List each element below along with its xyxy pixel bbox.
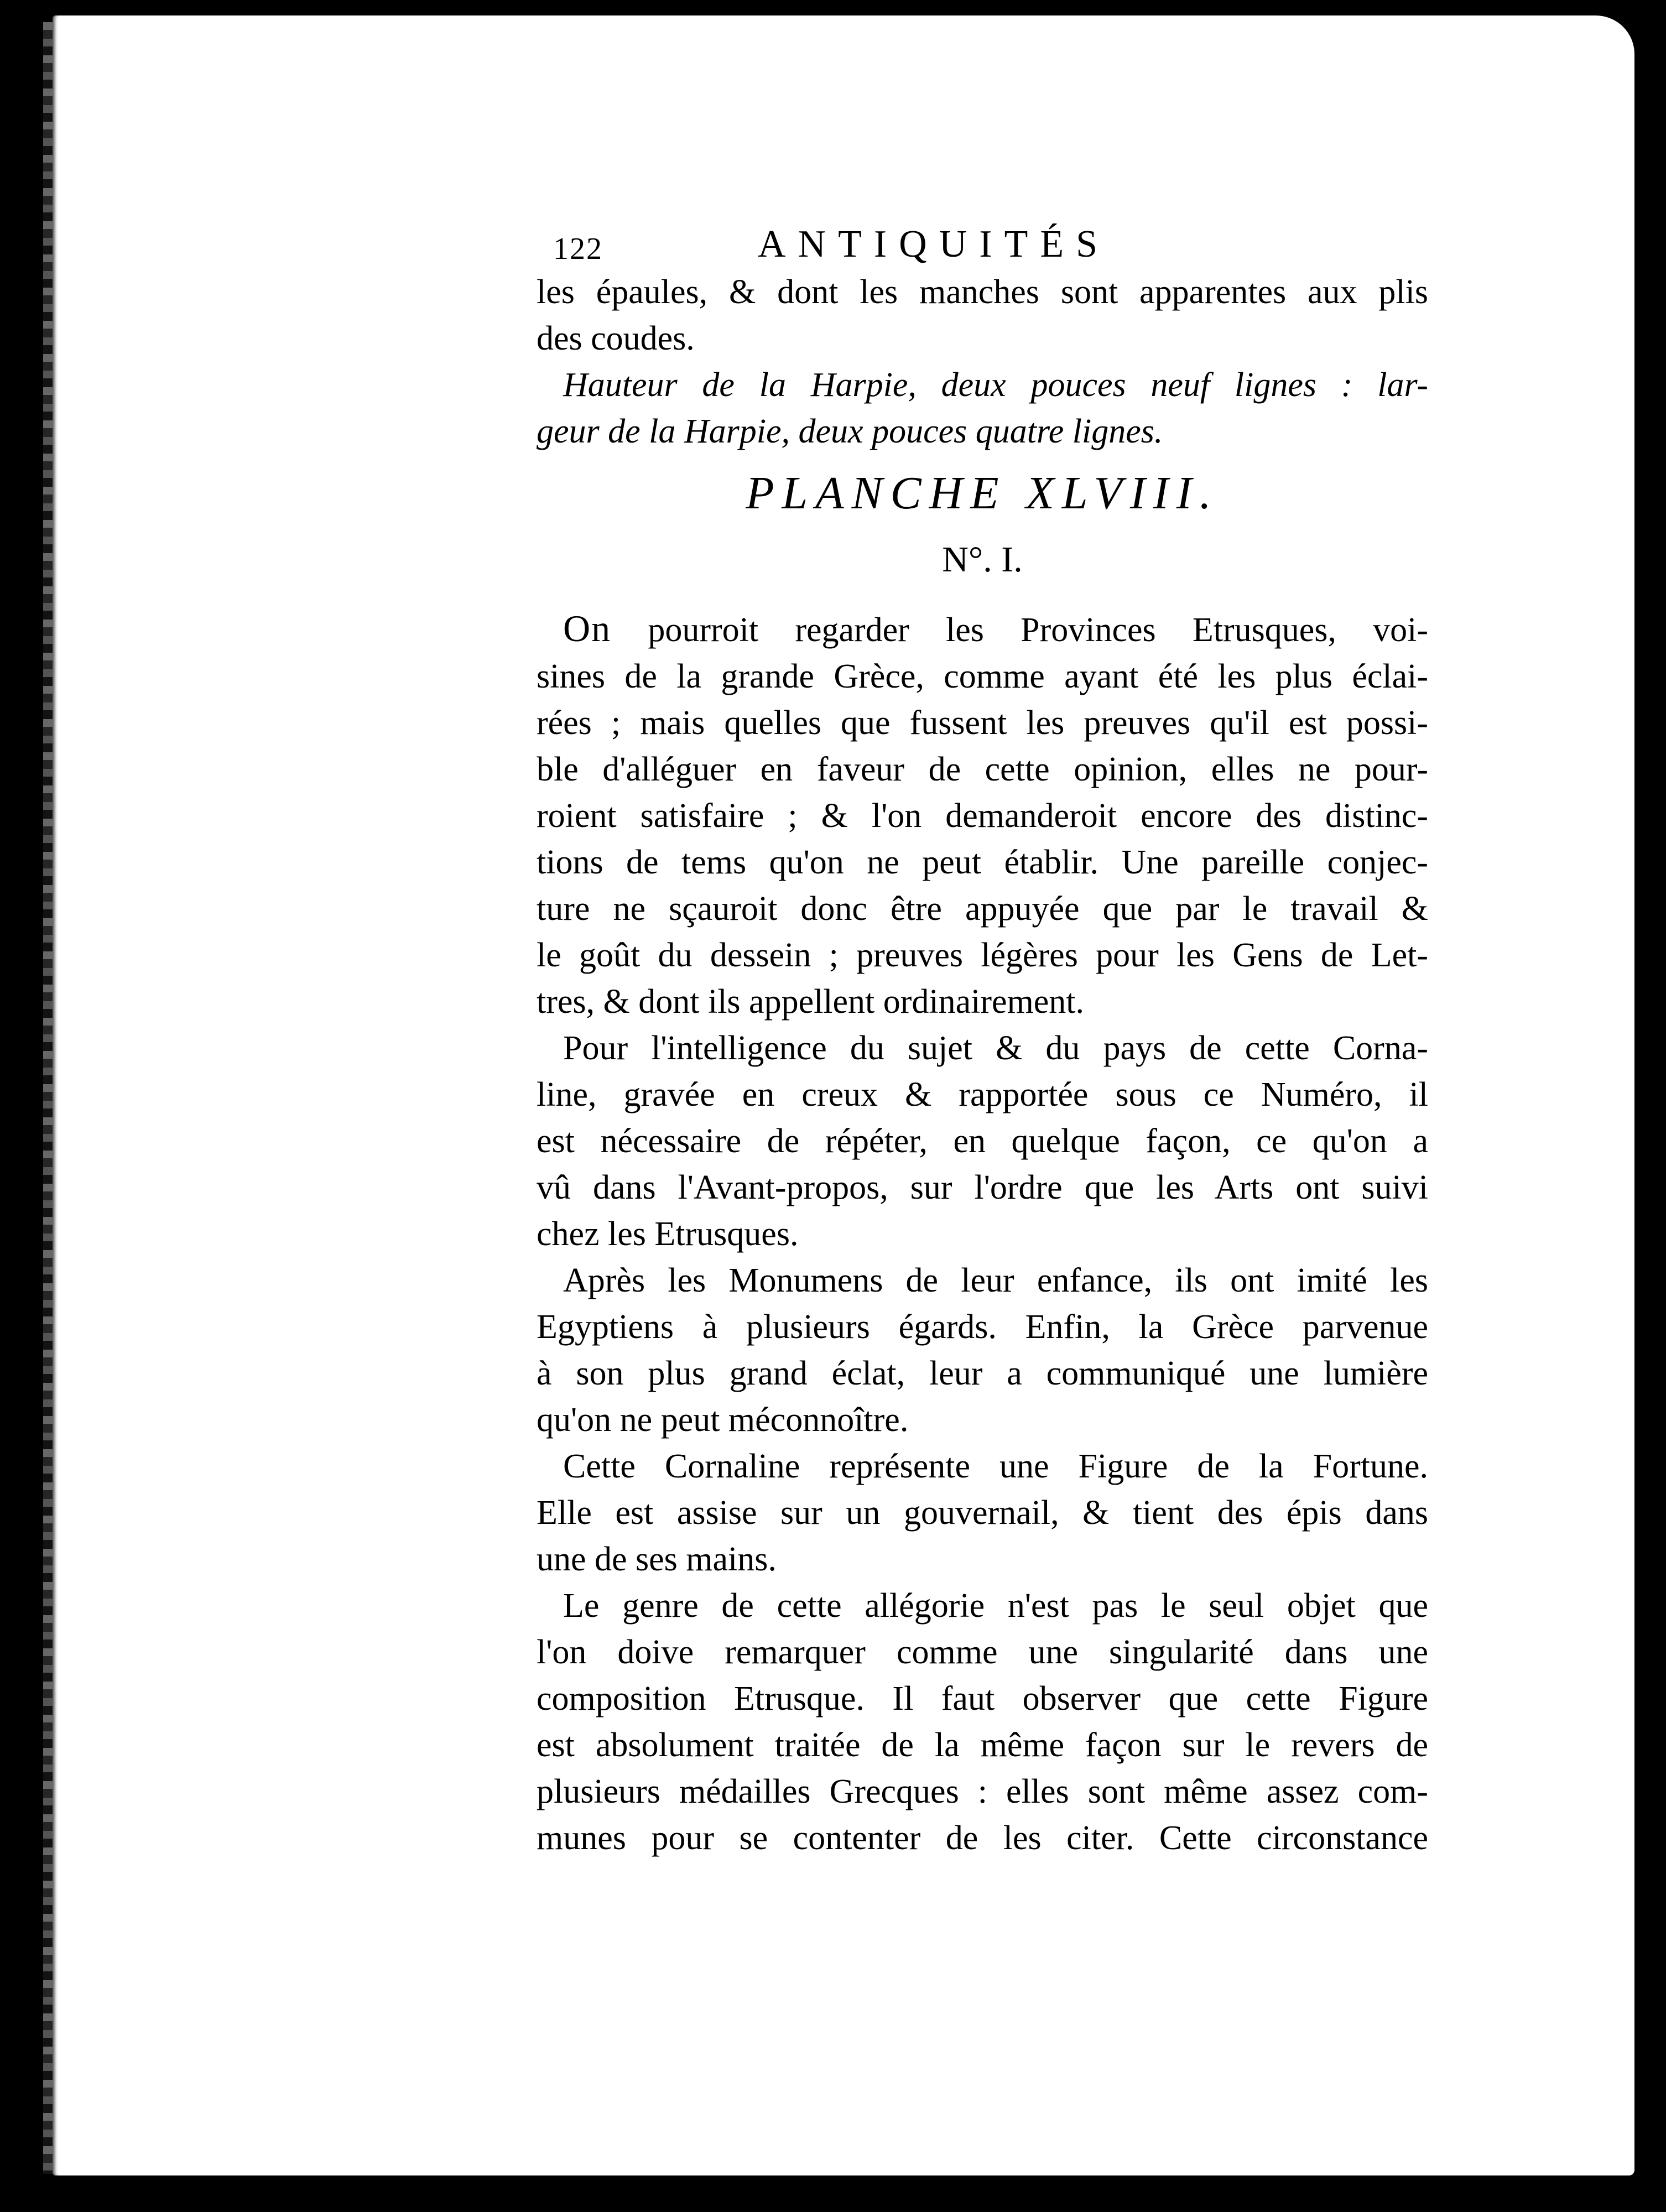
text-line: l'on doive remarquer comme une singularité dans une xyxy=(537,1633,1428,1671)
text-line: tres, & dont ils appellent ordinairement. xyxy=(537,983,1085,1021)
text-line: est absolument traitée de la même façon sur le revers de xyxy=(537,1726,1428,1764)
text-line: les épaules, & dont les manches sont apparentes aux plis xyxy=(537,273,1428,311)
text-line: ble d'alléguer en faveur de cette opinion, elles ne pour- xyxy=(537,751,1428,788)
text-line: sines de la grande Grèce, comme ayant été les plus éclai- xyxy=(537,658,1428,695)
page-text-block xyxy=(537,221,1428,1861)
text-line: ture ne sçauroit donc être appuyée que par le travail & xyxy=(537,890,1428,928)
text-line: le goût du dessein ; preuves légères pour les Gens de Let- xyxy=(537,936,1428,974)
lead-word: On xyxy=(563,607,612,649)
plate-title: PLANCHE XLVIII. xyxy=(746,467,1219,519)
intro-paragraph xyxy=(537,269,1428,362)
text-line: Hauteur de la Harpie, deux pouces neuf lignes : lar- xyxy=(563,366,1428,404)
text-fragment: pourroit regarder les Provinces Etrusques, voi- xyxy=(648,611,1428,649)
text-line: des coudes. xyxy=(537,320,695,357)
running-title: ANTIQUITÉS xyxy=(758,223,1110,266)
page-number: 122 xyxy=(553,232,603,266)
text-line: vû dans l'Avant-propos, sur l'ordre que les Arts ont suivi xyxy=(537,1169,1428,1206)
paragraph-3 xyxy=(537,1257,1428,1443)
text-line: rées ; mais quelles que fussent les preuves qu'il est possi- xyxy=(537,704,1428,742)
text-line: munes pour se contenter de les citer. Cette circonstance xyxy=(537,1819,1428,1857)
text-line: tions de tems qu'on ne peut établir. Une pareille conjec- xyxy=(537,844,1428,881)
text-line: est nécessaire de répéter, en quelque façon, ce qu'on a xyxy=(537,1122,1428,1160)
text-line: composition Etrusque. Il faut observer que cette Figure xyxy=(537,1680,1428,1717)
text-line: à son plus grand éclat, leur a communiqué une lumière xyxy=(537,1355,1428,1392)
paragraph-2 xyxy=(537,1025,1428,1257)
dimensions-note xyxy=(537,362,1428,455)
text-line: Le genre de cette allégorie n'est pas le seul objet que xyxy=(563,1587,1428,1625)
number-title: N°. I. xyxy=(942,539,1023,580)
paragraph-4 xyxy=(537,1443,1428,1583)
text-line: qu'on ne peut méconnoître. xyxy=(537,1401,909,1439)
text-line: Pour l'intelligence du sujet & du pays de cette Corna- xyxy=(563,1029,1428,1067)
text-line xyxy=(537,605,1428,653)
running-head xyxy=(537,221,1428,269)
text-line: geur de la Harpie, deux pouces quatre lignes. xyxy=(537,413,1163,450)
text-line: une de ses mains. xyxy=(537,1540,777,1578)
paragraph-1 xyxy=(537,605,1428,1025)
text-line: Après les Monumens de leur enfance, ils ont imité les xyxy=(563,1262,1428,1299)
text-line: roient satisfaire ; & l'on demanderoit encore des distinc- xyxy=(537,797,1428,835)
text-line: line, gravée en creux & rapportée sous ce Numéro, il xyxy=(537,1076,1428,1113)
paragraph-5 xyxy=(537,1583,1428,1861)
text-line: plusieurs médailles Grecques : elles sont même assez com- xyxy=(537,1773,1428,1810)
text-line: Cette Cornaline représente une Figure de la Fortune. xyxy=(563,1448,1428,1485)
text-line: chez les Etrusques. xyxy=(537,1215,799,1253)
text-line: Egyptiens à plusieurs égards. Enfin, la Grèce parvenue xyxy=(537,1308,1428,1346)
text-line: Elle est assise sur un gouvernail, & tient des épis dans xyxy=(537,1494,1428,1532)
